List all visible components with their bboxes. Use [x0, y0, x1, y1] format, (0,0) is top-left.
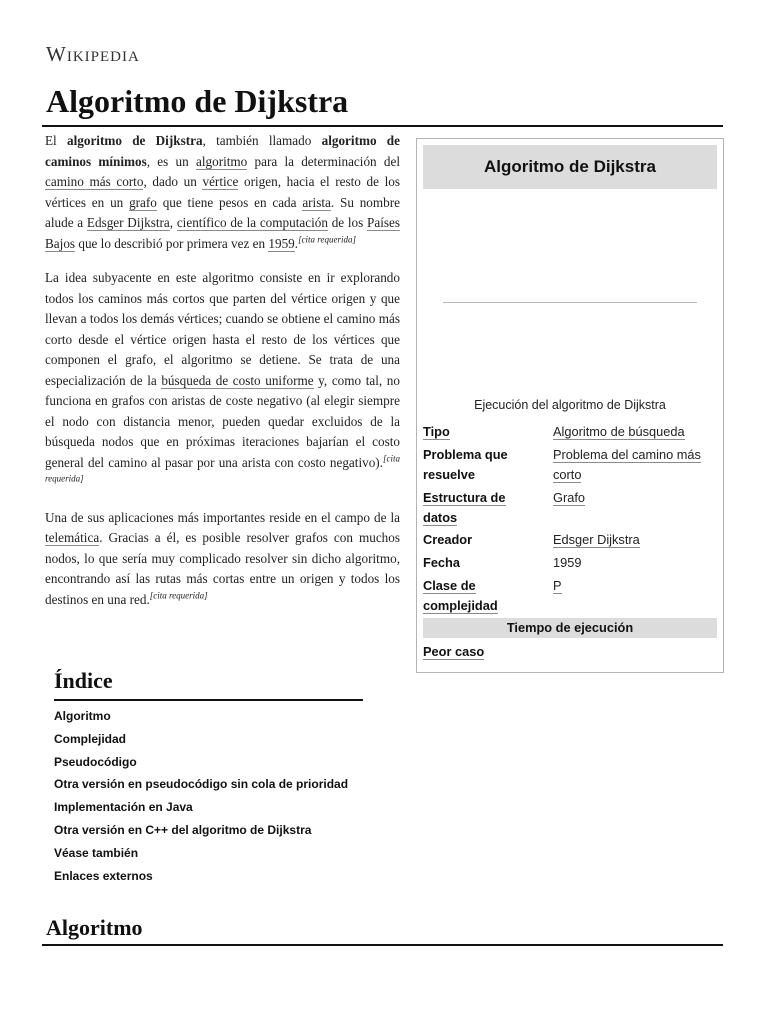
link-telematica[interactable]: telemática: [45, 530, 100, 545]
lead-paragraph-3: [45, 508, 400, 611]
infobox-label: [423, 488, 538, 528]
infobox-value: [553, 445, 717, 485]
toc-item[interactable]: Algoritmo: [54, 709, 111, 723]
toc-item[interactable]: Otra versión en pseudocódigo sin cola de prioridad: [54, 777, 349, 792]
label-link[interactable]: Estructura de datos: [423, 490, 506, 525]
value-link[interactable]: Algoritmo de búsqueda: [553, 424, 685, 439]
label-link[interactable]: Clase de complejidad: [423, 578, 498, 613]
infobox-label: Problema que resuelve: [423, 447, 508, 482]
wikipedia-logo[interactable]: Wikipedia: [46, 42, 140, 66]
value-link[interactable]: Edsger Dijkstra: [553, 532, 640, 547]
infobox-value: [553, 576, 717, 596]
value-link[interactable]: Problema del camino más corto: [553, 447, 701, 482]
citation-needed-link[interactable]: [cita requerida]: [298, 234, 356, 245]
text: Una de sus aplicaciones más importantes reside en el campo de la: [45, 509, 400, 525]
infobox-value: 1959: [553, 555, 582, 570]
toc-item[interactable]: Otra versión en C++ del algoritmo de Dijkstra: [54, 822, 312, 837]
toc-item[interactable]: Véase también: [54, 845, 139, 860]
text: que tiene pesos en cada: [156, 194, 303, 210]
text: y, como tal, no funciona en grafos con aristas de coste negativo (al elegir siempre el nodo con distancia menor, pueden quedar excluidos de la búsqueda nodos que en próximas iteraciones bajarían el costo general del camino al pasar por una arista con costo negativo).: [45, 372, 400, 470]
infobox-label: [423, 576, 538, 616]
infobox-label: [423, 642, 538, 662]
infobox: [416, 138, 724, 673]
text: La idea subyacente en este algoritmo consiste en ir explorando todos los caminos más cortos que parten del vértice origen y que llevan a todos los demás vértices; cuando se obtiene el camino más corto desde el vértice origen hasta el resto de los vértices que componen el grafo, el algoritmo se detiene. Se trata de una especialización de la: [45, 270, 400, 388]
bold-term: algoritmo de caminos mínimos: [45, 133, 400, 169]
citation-needed[interactable]: [150, 590, 208, 600]
link-vertice[interactable]: vértice: [202, 174, 239, 189]
infobox-value: [553, 488, 717, 508]
citation-needed-link[interactable]: [cita requerida]: [149, 590, 208, 601]
toc-list: [54, 706, 364, 888]
lead-paragraph-2: [45, 268, 400, 494]
label-link[interactable]: Peor caso: [423, 644, 485, 659]
page-title: Algoritmo de Dijkstra: [46, 83, 349, 119]
infobox-label: Creador: [423, 532, 473, 547]
section-heading: Algoritmo: [46, 915, 143, 940]
link-arista[interactable]: arista: [302, 194, 331, 210]
infobox-value: [553, 530, 717, 550]
toc-item[interactable]: Implementación en Java: [54, 800, 193, 815]
text: El: [45, 133, 67, 148]
link-cientifico-computacion[interactable]: científico de la computación: [176, 215, 328, 230]
text: que lo describió por primera vez en: [75, 235, 269, 251]
toc-divider: [54, 699, 363, 701]
link-edsger-dijkstra[interactable]: Edsger Dijkstra: [86, 215, 170, 230]
link-1959[interactable]: 1959: [268, 235, 295, 251]
text: ,: [169, 215, 177, 230]
text: .: [294, 235, 299, 251]
text: . Gracias a él, es posible resolver grafos con muchos nodos, lo que sería muy complicado resolver sin dicho algoritmo, encontrando así las rutas más cortas entre un origen y todos los destinos en una red.: [45, 530, 400, 607]
infobox-title: Algoritmo de Dijkstra: [423, 145, 717, 189]
section-divider: [42, 944, 723, 946]
infobox-label: Fecha: [423, 555, 460, 570]
toc-item[interactable]: Enlaces externos: [54, 868, 153, 883]
toc-item[interactable]: Complejidad: [54, 731, 127, 746]
table-of-contents: [54, 668, 364, 883]
label-link[interactable]: Tipo: [423, 424, 450, 439]
lead-paragraph-1: [45, 131, 400, 254]
infobox-value: [553, 422, 717, 442]
infobox-label: [423, 422, 538, 442]
text: de los: [327, 215, 368, 230]
title-divider: [42, 125, 723, 127]
infobox-section-header: Tiempo de ejecución: [423, 618, 717, 638]
value-link[interactable]: P: [553, 578, 562, 593]
text: , es un: [146, 153, 196, 169]
citation-needed[interactable]: [298, 234, 356, 244]
text: , también llamado: [202, 133, 322, 148]
toc-item[interactable]: Pseudocódigo: [54, 754, 137, 769]
text: , dado un: [143, 174, 203, 189]
citation-needed-link[interactable]: [cita requerida]: [45, 453, 400, 484]
text: para la determinación del: [247, 153, 400, 169]
text: . Su nombre alude a: [45, 194, 400, 230]
link-camino-mas-corto[interactable]: camino más corto: [45, 174, 144, 189]
toc-title: Índice: [54, 668, 113, 693]
infobox-animation-image: [443, 302, 697, 303]
lead-section: [45, 131, 400, 624]
value-link[interactable]: Grafo: [553, 490, 586, 505]
text: origen, hacia el resto de los vértices en un: [45, 174, 400, 210]
link-grafo[interactable]: grafo: [129, 194, 157, 210]
link-algoritmo[interactable]: algoritmo: [195, 153, 248, 169]
infobox-caption: Ejecución del algoritmo de Dijkstra: [474, 398, 666, 412]
link-busqueda-costo-uniforme[interactable]: búsqueda de costo uniforme: [161, 372, 314, 388]
link-paises-bajos[interactable]: Países Bajos: [45, 215, 401, 251]
bold-term: algoritmo de Dijkstra: [67, 133, 203, 148]
